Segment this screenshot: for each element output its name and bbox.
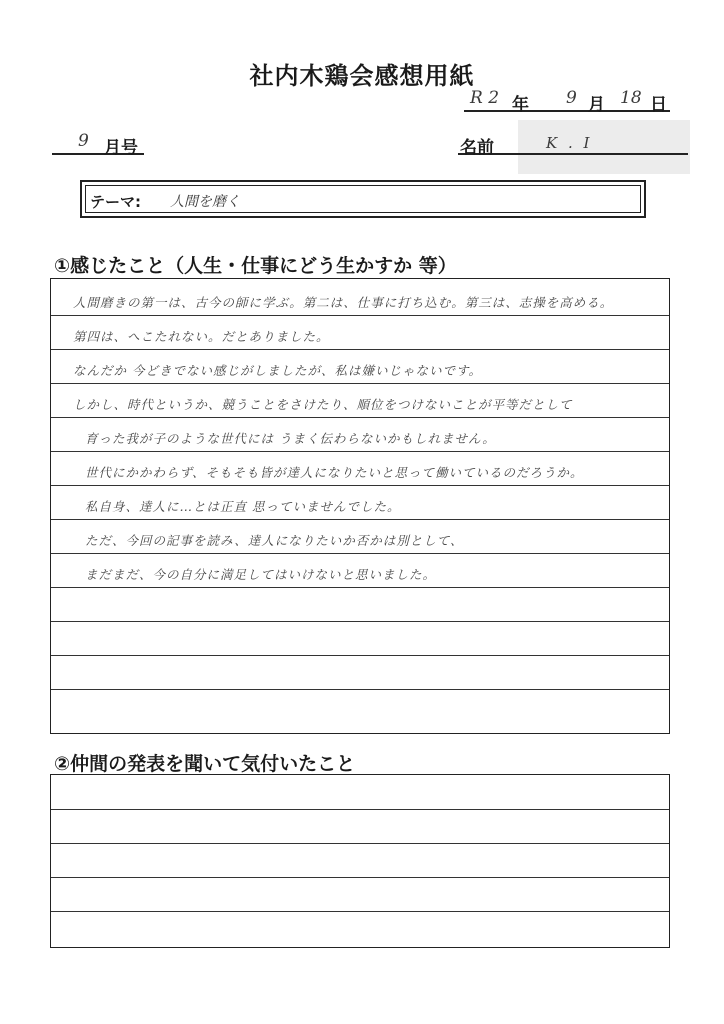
handwriting-line: まだまだ、今の自分に満足してはいけないと思いました。 <box>85 567 437 582</box>
theme-box <box>80 180 646 218</box>
handwriting-line: 育った我が子のような世代には うまく伝わらないかもしれません。 <box>85 431 496 446</box>
date-month: 9 <box>566 88 577 108</box>
handwriting-line: なんだか 今どきでない感じがしましたが、私は嫌いじゃないです。 <box>73 363 482 378</box>
date-era-year: R 2 <box>470 88 500 108</box>
section1-heading: ①感じたこと（人生・仕事にどう生かすか 等） <box>54 255 457 277</box>
issue-label: 月号 <box>104 138 138 158</box>
handwriting-line: ただ、今回の記事を読み、達人になりたいか否かは別として、 <box>85 533 464 548</box>
handwriting-line: 第四は、へこたれない。だとありました。 <box>73 329 330 344</box>
date-day-label: 日 <box>650 95 667 115</box>
handwriting-line: 世代にかかわらず、そもそも皆が達人になりたいと思って働いているのだろうか。 <box>85 465 584 480</box>
handwriting-line: しかし、時代というか、競うことをさけたり、順位をつけないことが平等だとして <box>73 397 573 412</box>
theme-label: テーマ: <box>90 193 141 211</box>
date-month-label: 月 <box>588 95 605 115</box>
theme-value: 人間を磨く <box>170 194 240 210</box>
section2-heading: ②仲間の発表を聞いて気付いたこと <box>54 753 356 775</box>
date-underline <box>464 110 670 112</box>
name-label: 名前 <box>460 138 494 158</box>
handwriting-line: 人間磨きの第一は、古今の師に学ぶ。第二は、仕事に打ち込む。第三は、志操を高める。 <box>73 295 614 310</box>
handwriting-line: 私自身、達人に…とは正直 思っていませんでした。 <box>85 499 401 514</box>
section1-lined-box <box>50 278 670 734</box>
name-field-shade <box>518 120 690 174</box>
date-day: 18 <box>620 88 642 108</box>
section2-lined-box <box>50 774 670 948</box>
date-year-label: 年 <box>512 95 529 115</box>
name-value: K . I <box>546 134 593 152</box>
page-title: 社内木鶏会感想用紙 <box>249 62 475 90</box>
issue-month: 9 <box>78 131 89 151</box>
